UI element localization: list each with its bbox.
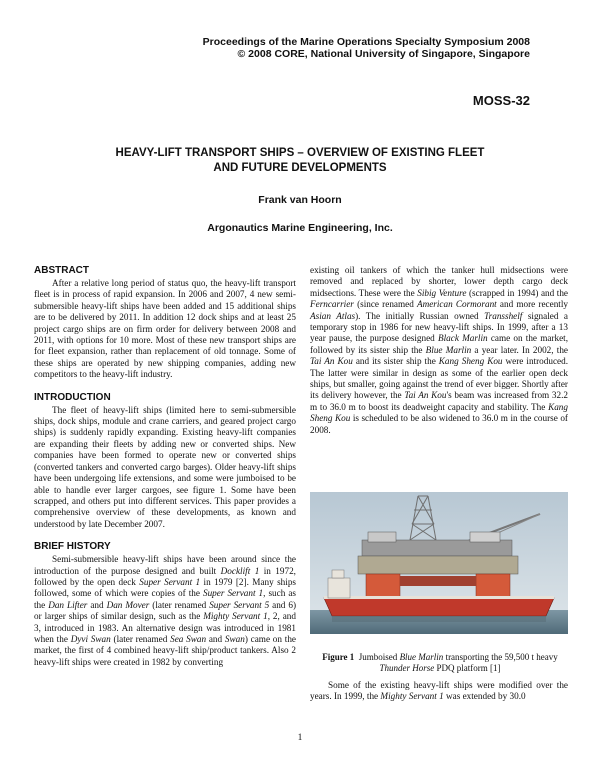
figure-1-caption: Figure 1 Jumboised Blue Marlin transporting the 59,500 t heavy Thunder Horse PDQ platform [1] xyxy=(322,652,558,673)
introduction-heading: INTRODUCTION xyxy=(34,391,111,403)
title-line-2: AND FUTURE DEVELOPMENTS xyxy=(213,162,387,174)
abstract-heading: ABSTRACT xyxy=(34,265,89,276)
abstract-text: After a relative long period of status quo, the heavy-lift transport fleet is in process of rapid expansion. In 2006 and 2007, 4 new semi-submersible heavy-lift ships have been added and 15 additional ships are to be delivered by 2011. In addition 12 dock ships and at least 25 project cargo ships are on firm order for delivery between 2008 and 2011, with options for 10 more. Most of these new transport ships are for fleet expansion, rather than replacement of old tonnage. Some of these ships are operated by new shipping companies, adding new competitors to the heavy-lift industry. xyxy=(34,278,296,380)
proceedings-line-1: Proceedings of the Marine Operations Specialty Symposium 2008 xyxy=(202,36,530,48)
page-number: 1 xyxy=(297,733,303,743)
introduction-text: The fleet of heavy-lift ships (limited here to semi-submersible ships, dock ships, module and crane carriers, and geared project cargo ships) is suddenly rapidly expanding. Existing heavy-lift companies are expanding their fleets by adding new or converted ships. New companies have been formed to operate new or converted ships (converted tankers and converted cargo barges). Older heavy-lift ships have been undergoing life extensions, and some were jumboised to be able to handle ever larger cargoes, see figure 1. Some have been scrapped, and others put into different services. This paper provides a comprehensive overview of these developments, as known and understood by late December 2007. xyxy=(34,404,296,529)
left-column xyxy=(34,265,296,679)
figure-1-image xyxy=(310,492,568,634)
post-figure-text: Some of the existing heavy-lift ships were modified over the years. In 1999, the Mighty Servant 1 was extended by 30.0 xyxy=(310,680,568,702)
right-column xyxy=(310,265,568,447)
proceedings-header xyxy=(180,36,530,60)
author-affiliation: Argonautics Marine Engineering, Inc. xyxy=(207,222,393,234)
brief-history-heading: BRIEF HISTORY xyxy=(34,541,111,553)
figure-label: Figure 1 xyxy=(322,652,355,662)
brief-history-text: Semi-submersible heavy-lift ships have been around since the introduction of the purpose designed and built Docklift 1 in 1972, followed by the open deck Super Servant 1 in 1979 [2]. Many ships followed, some of which were copies of the Super Servant 1, such as the Dan Lifter and Dan Mover (later renamed Super Servant 5 and 6) or larger ships of similar design, such as the Mighty Servant 1, 2, and 3, introduced in 1983. An alternative design was introduced in 1981 when the Dyvi Swan (later renamed Sea Swan and Swan) came on the market, the first of 4 combined heavy-lift ship/product tankers. Also 2 heavy-lift ships were created in 1982 by converting xyxy=(34,554,297,667)
author-name: Frank van Hoorn xyxy=(258,194,342,206)
ship-illustration xyxy=(310,492,568,634)
paper-id: MOSS-32 xyxy=(472,93,530,108)
title-line-1: HEAVY-LIFT TRANSPORT SHIPS – OVERVIEW OF EXISTING FLEET xyxy=(115,147,485,159)
paper-title xyxy=(60,146,540,176)
history-continued-text: existing oil tankers of which the tanker hull midsections were removed and replaced by shorter, lower depth cargo deck midsections. These were the Sibig Venture (scrapped in 1994) and the Ferncarrier (since renamed American Cormorant and more recently Asian Atlas). The initially Russian owned Transshelf signaled a temporary stop in 1986 for new heavy-lift ships. In 1999, after a 13 year pause, the purpose designed Black Marlin came on the market, followed by its sister ship the Blue Marlin a year later. In 2002, the Tai An Kou and its sister ship the Kang Sheng Kou were introduced. The latter were similar in design as some of the earlier open deck ships, but smaller, going against the trend of ever bigger. Shortly after its delivery however, the Tai An Kou's beam was increased from 32.2 m to 36.0 m to boost its deadweight capacity and stability. The Kang Sheng Kou is scheduled to be also widened to 36.0 m in the course of 2008. xyxy=(310,265,569,435)
proceedings-line-2: © 2008 CORE, National University of Singapore, Singapore xyxy=(237,48,530,60)
